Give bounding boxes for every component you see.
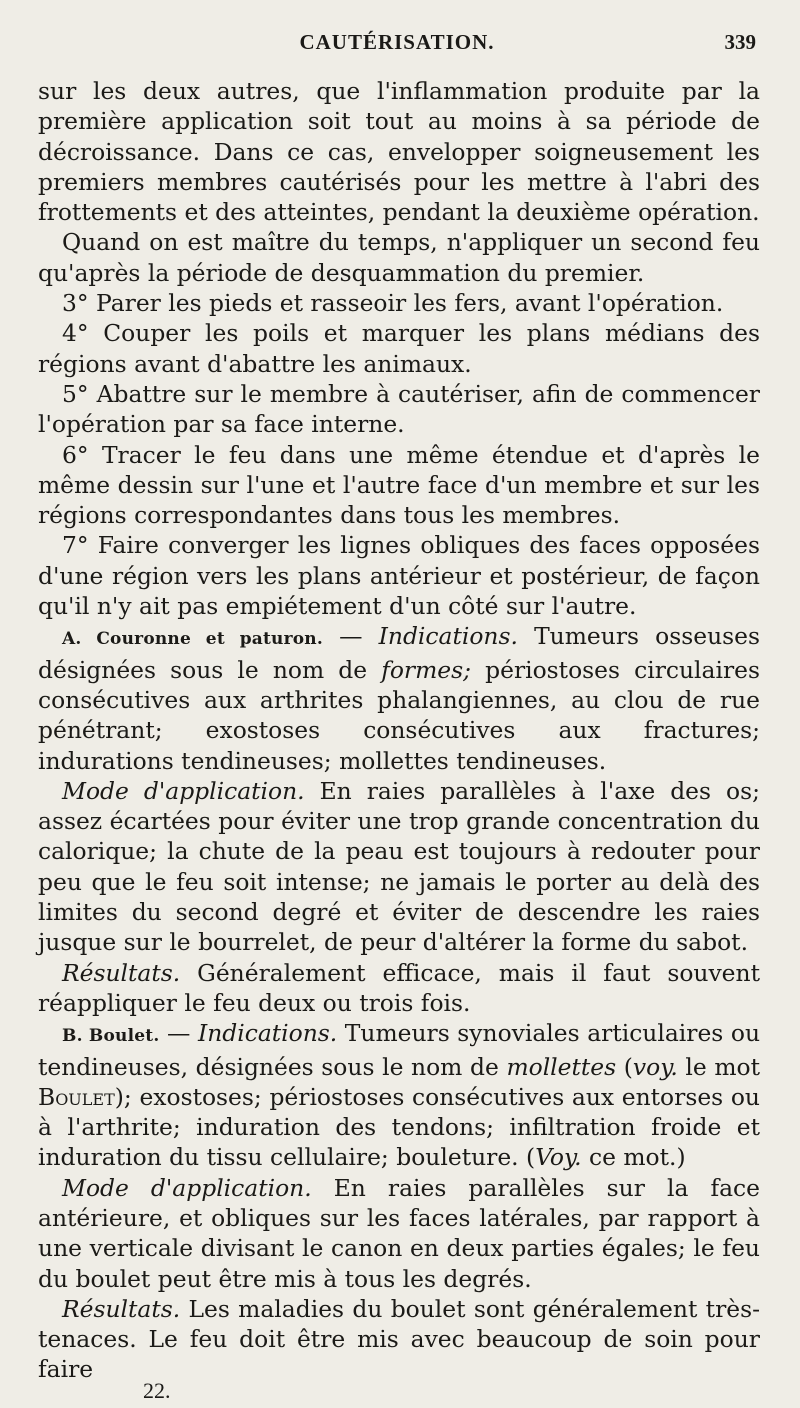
page-number: 339 [724, 30, 756, 54]
indications-label: Indications. [197, 1019, 338, 1048]
paragraph-second-fire: Quand on est maître du temps, n'appliquer un second feu qu'après la période de desquammation du premier. [38, 228, 760, 287]
signature-mark: 22. [143, 1378, 171, 1403]
formes-term: formes; [381, 655, 472, 684]
indications-label: Indications. [378, 622, 518, 651]
mode-text: En raies parallèles à l'axe des os; assez écartées pour éviter une trop grande concentration du calorique; la chute de la peau est toujours à redouter pour peu que le feu soit intense; ne jamais le porter au delà des limites du second degré et éviter de descendre les raies jusque sur le bourrelet, de peur d'altérer la forme du sabot. [38, 776, 760, 957]
running-head: CAUTÉRISATION. [299, 30, 495, 54]
results-label: Résultats. [62, 958, 181, 987]
results-label: Résultats. [62, 1294, 181, 1323]
indications-text-mot: le mot [677, 1052, 761, 1081]
section-b-label: B. Boulet. [62, 1026, 160, 1047]
section-b-indications [38, 1018, 760, 1172]
body-text [38, 76, 760, 1385]
rule-7: 7° Faire converger les lignes obliques des faces opposées d'une région vers les plans antérieur et postérieur, de façon qu'il n'y ait pas empiétement d'un côté sur l'autre. [38, 531, 760, 621]
rule-5: 5° Abattre sur le membre à cautériser, afin de commencer l'opération par sa face interne. [38, 379, 760, 439]
section-b-results [38, 1294, 760, 1385]
mode-text: En raies parallèles sur la face antérieure, et obliques sur les faces latérales, par rapport à une verticale divisant le canon en deux parties égales; le feu du boulet peut être mis à tous les degrés. [38, 1173, 760, 1293]
page-header [38, 30, 756, 60]
indications-text: Tumeurs osseuses désignées sous le nom de [38, 622, 760, 684]
indications-text-end: ce mot.) [581, 1143, 686, 1172]
section-a-mode [38, 776, 760, 958]
indications-text-paren: ( [616, 1052, 633, 1081]
paragraph-continuation: sur les deux autres, que l'inflammation produite par la première application soit tout au moins à sa période de décroissance. Dans ce cas, envelopper soigneusement les premiers membres cautérisés pour les mettre à l'abri des frottements et des atteintes, pendant la deuxième opération. [38, 77, 760, 227]
mode-label: Mode d'application. [62, 1173, 312, 1202]
voy-abbrev: voy. [632, 1052, 678, 1081]
rule-4: 4° Couper les poils et marquer les plans médians des régions avant d'abattre les animaux. [38, 319, 760, 378]
section-a-results [38, 958, 760, 1019]
rule-6: 6° Tracer le feu dans une même étendue et d'après le même dessin sur l'une et l'autre face d'un membre et sur les régions correspondantes dans tous les membres. [38, 440, 760, 530]
voy-abbrev-2: Voy. [535, 1143, 582, 1172]
section-b-mode [38, 1173, 760, 1294]
results-text: Les maladies du boulet sont généralement très-tenaces. Le feu doit être mis avec beaucoup de soin pour faire [38, 1294, 760, 1384]
section-a-label: A. Couronne et paturon. [62, 629, 323, 650]
section-a-indications [38, 621, 760, 775]
indications-text-cont: périostoses circulaires consécutives aux arthrites phalangiennes, au clou de rue pénétrant; exostoses consécutives aux fractures; indurations tendineuses; mollettes tendineuses. [38, 655, 760, 775]
results-text: Généralement efficace, mais il faut souvent réappliquer le feu deux ou trois fois. [38, 958, 760, 1017]
boulet-cross-reference: Boulet [38, 1082, 115, 1111]
indications-text: Tumeurs synoviales articulaires ou tendineuses, désignées sous le nom de [38, 1019, 761, 1081]
em-dash: — [159, 1019, 198, 1048]
rule-3: 3° Parer les pieds et rasseoir les fers, avant l'opération. [62, 289, 724, 318]
em-dash: — [322, 622, 379, 651]
mode-label: Mode d'application. [62, 776, 305, 805]
indications-text-cont: ); exostoses; périostoses consécutives aux entorses ou à l'arthrite; induration des tendons; infiltration froide et induration du tissu cellulaire; bouleture. ( [38, 1082, 760, 1172]
mollettes-term: mollettes [506, 1052, 617, 1081]
